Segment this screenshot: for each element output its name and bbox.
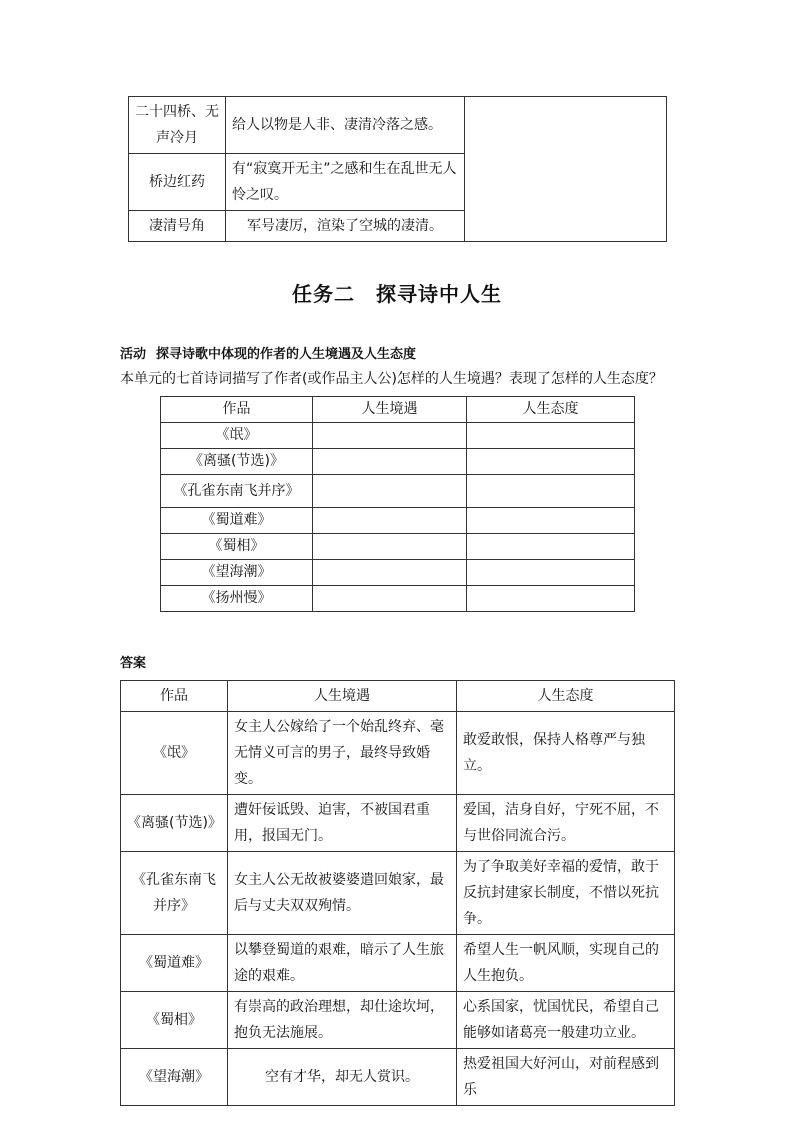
situation-cell: 有崇高的政治理想，却仕途坎坷，抱负无法施展。: [228, 992, 457, 1049]
header-attitude: 人生态度: [457, 681, 675, 712]
blank-cell: [467, 534, 635, 560]
attitude-cell: 敢爱敢恨，保持人格尊严与独立。: [457, 712, 675, 795]
work-cell: 《扬州慢》: [161, 586, 313, 612]
section-title: 任务二 探寻诗中人生: [292, 282, 502, 306]
effect-cell: 军号凄厉，渲染了空城的凄清。: [226, 211, 465, 242]
blank-cell: [313, 475, 467, 508]
table-row: [121, 935, 675, 992]
effect-cell: 有“寂寞开无主”之感和生在乱世无人怜之叹。: [226, 154, 465, 211]
blank-cell: [467, 475, 635, 508]
blank-cell: [313, 534, 467, 560]
attitude-cell: 心系国家，忧国忧民，希望自己能够如诸葛亮一般建功立业。: [457, 992, 675, 1049]
table-row: [121, 795, 675, 852]
table-row: [121, 1049, 675, 1106]
blank-cell: [313, 586, 467, 612]
header-row: [161, 397, 635, 423]
answer-table: [120, 680, 675, 1106]
work-cell: 《氓》: [161, 423, 313, 449]
header-work: 作品: [161, 397, 313, 423]
attitude-cell: 为了争取美好幸福的爱情，敢于反抗封建家长制度，不惜以死抗争。: [457, 852, 675, 935]
activity-heading: [120, 343, 416, 362]
exercise-table: [160, 396, 635, 612]
merged-blank-cell: [465, 97, 667, 242]
work-cell: 《望海潮》: [161, 560, 313, 586]
table-row: [121, 852, 675, 935]
blank-cell: [467, 449, 635, 475]
work-cell: 《离骚(节选)》: [121, 795, 228, 852]
header-attitude: 人生态度: [467, 397, 635, 423]
blank-cell: [313, 449, 467, 475]
header-row: [121, 681, 675, 712]
imagery-cell: 二十四桥、无声冷月: [129, 97, 226, 154]
table-row: [161, 475, 635, 508]
work-cell: 《蜀相》: [121, 992, 228, 1049]
table-row: [121, 712, 675, 795]
blank-cell: [467, 586, 635, 612]
situation-cell: 空有才华，却无人赏识。: [228, 1049, 457, 1106]
blank-cell: [467, 423, 635, 449]
blank-cell: [467, 560, 635, 586]
work-cell: 《蜀相》: [161, 534, 313, 560]
imagery-cell: 桥边红药: [129, 154, 226, 211]
table-row: [161, 534, 635, 560]
situation-cell: 遭奸佞诋毁、迫害，不被国君重用，报国无门。: [228, 795, 457, 852]
blank-cell: [467, 508, 635, 534]
table-row: [161, 586, 635, 612]
table-row: [121, 992, 675, 1049]
work-cell: 《离骚(节选)》: [161, 449, 313, 475]
table-row: [161, 560, 635, 586]
table-row: [161, 449, 635, 475]
work-cell: 《蜀道难》: [161, 508, 313, 534]
answer-label: 答案: [120, 656, 147, 671]
situation-cell: 以攀登蜀道的艰难，暗示了人生旅途的艰难。: [228, 935, 457, 992]
attitude-cell: 爱国，洁身自好，宁死不屈，不与世俗同流合污。: [457, 795, 675, 852]
work-cell: 《蜀道难》: [121, 935, 228, 992]
activity-label: 活动: [120, 347, 147, 362]
situation-cell: 女主人公无故被婆婆遣回娘家，最后与丈夫双双殉情。: [228, 852, 457, 935]
situation-cell: 女主人公嫁给了一个始乱终弃、毫无情义可言的男子，最终导致婚变。: [228, 712, 457, 795]
work-cell: 《孔雀东南飞并序》: [161, 475, 313, 508]
header-situation: 人生境遇: [228, 681, 457, 712]
imagery-table: [128, 96, 667, 242]
table-row: [161, 508, 635, 534]
header-work: 作品: [121, 681, 228, 712]
blank-cell: [313, 560, 467, 586]
header-situation: 人生境遇: [313, 397, 467, 423]
attitude-cell: 热爱祖国大好河山，对前程感到乐: [457, 1049, 675, 1106]
work-cell: 《孔雀东南飞并序》: [121, 852, 228, 935]
blank-cell: [313, 423, 467, 449]
table-row: [161, 423, 635, 449]
question-text: 本单元的七首诗词描写了作者(或作品主人公)怎样的人生境遇？表现了怎样的人生态度？: [120, 371, 663, 387]
imagery-cell: 凄清号角: [129, 211, 226, 242]
work-cell: 《氓》: [121, 712, 228, 795]
activity-text: 探寻诗歌中体现的作者的人生境遇及人生态度: [156, 347, 417, 362]
effect-cell: 给人以物是人非、凄清冷落之感。: [226, 97, 465, 154]
attitude-cell: 希望人生一帆风顺，实现自己的人生抱负。: [457, 935, 675, 992]
work-cell: 《望海潮》: [121, 1049, 228, 1106]
table-row: [129, 97, 667, 154]
blank-cell: [313, 508, 467, 534]
